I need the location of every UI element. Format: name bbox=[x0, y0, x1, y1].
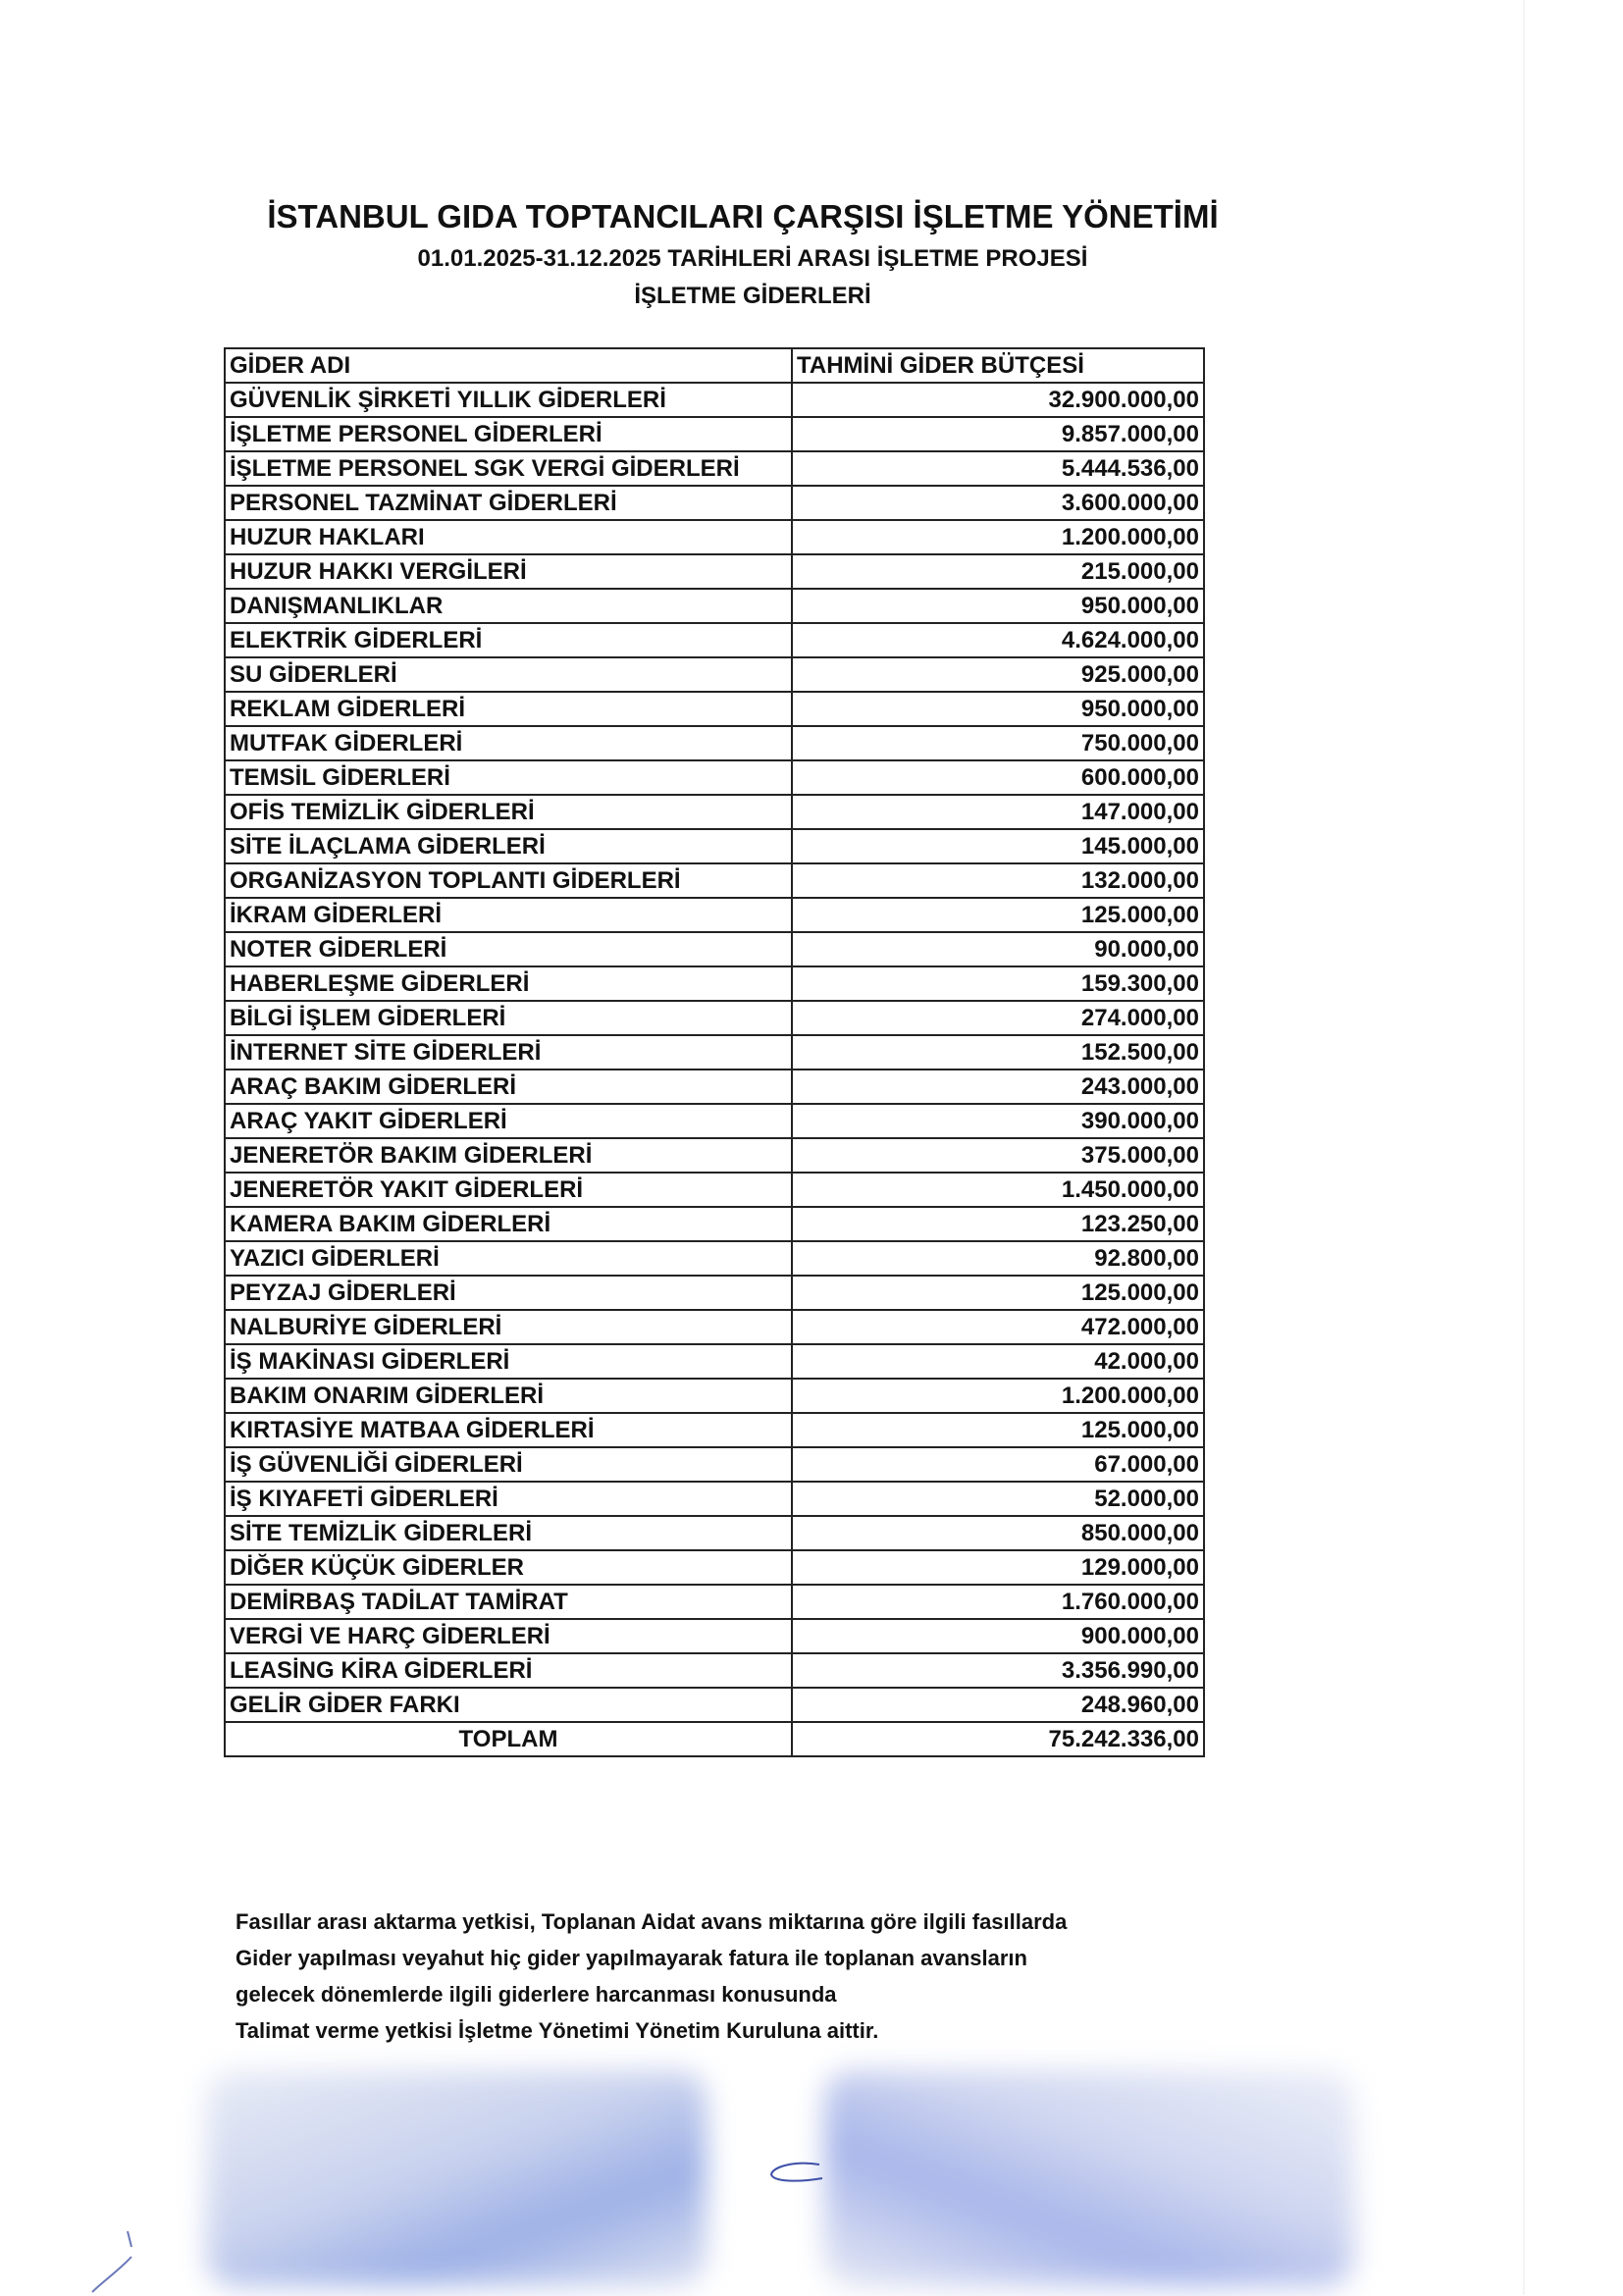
expense-name: ORGANİZASYON TOPLANTI GİDERLERİ bbox=[225, 863, 792, 898]
expense-name: ELEKTRİK GİDERLERİ bbox=[225, 623, 792, 657]
expense-name: PERSONEL TAZMİNAT GİDERLERİ bbox=[225, 486, 792, 520]
expense-amount: 248.960,00 bbox=[792, 1688, 1204, 1722]
table-row bbox=[225, 1344, 1204, 1379]
table-row bbox=[225, 1173, 1204, 1207]
expense-amount: 152.500,00 bbox=[792, 1035, 1204, 1070]
table-row bbox=[225, 1447, 1204, 1482]
expense-name: YAZICI GİDERLERİ bbox=[225, 1241, 792, 1276]
expense-name: ARAÇ YAKIT GİDERLERİ bbox=[225, 1104, 792, 1138]
column-header-budget: TAHMİNİ GİDER BÜTÇESİ bbox=[792, 348, 1204, 383]
table-row bbox=[225, 554, 1204, 589]
signature-stroke bbox=[765, 2159, 824, 2188]
expense-name: SİTE TEMİZLİK GİDERLERİ bbox=[225, 1516, 792, 1550]
expense-amount: 92.800,00 bbox=[792, 1241, 1204, 1276]
expense-amount: 123.250,00 bbox=[792, 1207, 1204, 1241]
expense-amount: 215.000,00 bbox=[792, 554, 1204, 589]
table-row bbox=[225, 1653, 1204, 1688]
table-row bbox=[225, 1482, 1204, 1516]
table-row bbox=[225, 589, 1204, 623]
table-row bbox=[225, 520, 1204, 554]
table-row bbox=[225, 829, 1204, 863]
table-row bbox=[225, 417, 1204, 451]
expense-amount: 390.000,00 bbox=[792, 1104, 1204, 1138]
expense-amount: 274.000,00 bbox=[792, 1001, 1204, 1035]
table-row bbox=[225, 486, 1204, 520]
expense-name: HUZUR HAKKI VERGİLERİ bbox=[225, 554, 792, 589]
expense-amount: 1.450.000,00 bbox=[792, 1173, 1204, 1207]
signature-stroke-small bbox=[88, 2227, 137, 2296]
expense-amount: 3.356.990,00 bbox=[792, 1653, 1204, 1688]
expense-name: İŞLETME PERSONEL SGK VERGİ GİDERLERİ bbox=[225, 451, 792, 486]
expense-name: GÜVENLİK ŞİRKETİ YILLIK GİDERLERİ bbox=[225, 383, 792, 417]
table-row bbox=[225, 1241, 1204, 1276]
expense-amount: 32.900.000,00 bbox=[792, 383, 1204, 417]
expense-name: TEMSİL GİDERLERİ bbox=[225, 760, 792, 795]
table-row bbox=[225, 1070, 1204, 1104]
table-row bbox=[225, 898, 1204, 932]
table-row bbox=[225, 1585, 1204, 1619]
expense-name: NOTER GİDERLERİ bbox=[225, 932, 792, 966]
expense-amount: 42.000,00 bbox=[792, 1344, 1204, 1379]
note-line: Fasıllar arası aktarma yetkisi, Toplanan Aidat avans miktarına göre ilgili fasıllarda bbox=[236, 1909, 1068, 1934]
expense-amount: 129.000,00 bbox=[792, 1550, 1204, 1585]
redacted-signature-left bbox=[206, 2070, 707, 2286]
expense-name: JENERETÖR YAKIT GİDERLERİ bbox=[225, 1173, 792, 1207]
expense-name: İŞ MAKİNASI GİDERLERİ bbox=[225, 1344, 792, 1379]
expense-amount: 67.000,00 bbox=[792, 1447, 1204, 1482]
expense-name: MUTFAK GİDERLERİ bbox=[225, 726, 792, 760]
table-row bbox=[225, 1516, 1204, 1550]
total-amount: 75.242.336,00 bbox=[792, 1722, 1204, 1756]
table-row bbox=[225, 383, 1204, 417]
table-row bbox=[225, 795, 1204, 829]
redacted-signature-right bbox=[824, 2070, 1354, 2286]
expense-name: İŞ KIYAFETİ GİDERLERİ bbox=[225, 1482, 792, 1516]
expense-amount: 1.760.000,00 bbox=[792, 1585, 1204, 1619]
expense-name: JENERETÖR BAKIM GİDERLERİ bbox=[225, 1138, 792, 1173]
expense-name: PEYZAJ GİDERLERİ bbox=[225, 1276, 792, 1310]
expense-amount: 4.624.000,00 bbox=[792, 623, 1204, 657]
authorization-note bbox=[236, 1904, 1067, 2049]
document-subtitle: 01.01.2025-31.12.2025 TARİHLERİ ARASI İŞLETME PROJESİ bbox=[417, 245, 1088, 272]
table-row bbox=[225, 1207, 1204, 1241]
table-row bbox=[225, 1619, 1204, 1653]
table-row bbox=[225, 726, 1204, 760]
expense-name: DİĞER KÜÇÜK GİDERLER bbox=[225, 1550, 792, 1585]
expense-amount: 125.000,00 bbox=[792, 898, 1204, 932]
table-row bbox=[225, 451, 1204, 486]
expense-amount: 159.300,00 bbox=[792, 966, 1204, 1001]
expense-name: REKLAM GİDERLERİ bbox=[225, 692, 792, 726]
expense-amount: 147.000,00 bbox=[792, 795, 1204, 829]
expense-amount: 472.000,00 bbox=[792, 1310, 1204, 1344]
expense-amount: 950.000,00 bbox=[792, 589, 1204, 623]
expense-amount: 145.000,00 bbox=[792, 829, 1204, 863]
expense-name: KIRTASİYE MATBAA GİDERLERİ bbox=[225, 1413, 792, 1447]
expense-amount: 600.000,00 bbox=[792, 760, 1204, 795]
expense-amount: 1.200.000,00 bbox=[792, 1379, 1204, 1413]
expense-name: OFİS TEMİZLİK GİDERLERİ bbox=[225, 795, 792, 829]
expense-amount: 375.000,00 bbox=[792, 1138, 1204, 1173]
table-row bbox=[225, 623, 1204, 657]
table-row bbox=[225, 760, 1204, 795]
expense-name: ARAÇ BAKIM GİDERLERİ bbox=[225, 1070, 792, 1104]
expense-name: VERGİ VE HARÇ GİDERLERİ bbox=[225, 1619, 792, 1653]
expense-name: HUZUR HAKLARI bbox=[225, 520, 792, 554]
total-label: TOPLAM bbox=[225, 1722, 792, 1756]
expense-name: KAMERA BAKIM GİDERLERİ bbox=[225, 1207, 792, 1241]
expense-name: DANIŞMANLIKLAR bbox=[225, 589, 792, 623]
expense-amount: 850.000,00 bbox=[792, 1516, 1204, 1550]
expense-amount: 750.000,00 bbox=[792, 726, 1204, 760]
table-row bbox=[225, 966, 1204, 1001]
expense-name: GELİR GİDER FARKI bbox=[225, 1688, 792, 1722]
expense-name: BAKIM ONARIM GİDERLERİ bbox=[225, 1379, 792, 1413]
table-row bbox=[225, 692, 1204, 726]
expense-table bbox=[224, 347, 1205, 1757]
expense-name: DEMİRBAŞ TADİLAT TAMİRAT bbox=[225, 1585, 792, 1619]
total-row bbox=[225, 1722, 1204, 1756]
table-row bbox=[225, 1688, 1204, 1722]
expense-name: SİTE İLAÇLAMA GİDERLERİ bbox=[225, 829, 792, 863]
expense-amount: 125.000,00 bbox=[792, 1276, 1204, 1310]
table-row bbox=[225, 1001, 1204, 1035]
expense-name: HABERLEŞME GİDERLERİ bbox=[225, 966, 792, 1001]
document-title: İSTANBUL GIDA TOPTANCILARI ÇARŞISI İŞLETME YÖNETİMİ bbox=[267, 198, 1219, 235]
expense-amount: 9.857.000,00 bbox=[792, 417, 1204, 451]
note-line: Gider yapılması veyahut hiç gider yapılmayarak fatura ile toplanan avansların bbox=[236, 1946, 1027, 1970]
table-row bbox=[225, 1550, 1204, 1585]
note-line: gelecek dönemlerde ilgili giderlere harcanması konusunda bbox=[236, 1982, 837, 2007]
expense-amount: 950.000,00 bbox=[792, 692, 1204, 726]
table-header-row bbox=[225, 348, 1204, 383]
table-row bbox=[225, 657, 1204, 692]
note-line: Talimat verme yetkisi İşletme Yönetimi Yönetim Kuruluna aittir. bbox=[236, 2018, 879, 2043]
expense-amount: 243.000,00 bbox=[792, 1070, 1204, 1104]
expense-amount: 3.600.000,00 bbox=[792, 486, 1204, 520]
expense-amount: 125.000,00 bbox=[792, 1413, 1204, 1447]
expense-amount: 90.000,00 bbox=[792, 932, 1204, 966]
section-title: İŞLETME GİDERLERİ bbox=[634, 283, 871, 309]
expense-amount: 925.000,00 bbox=[792, 657, 1204, 692]
expense-amount: 5.444.536,00 bbox=[792, 451, 1204, 486]
table-row bbox=[225, 932, 1204, 966]
expense-name: BİLGİ İŞLEM GİDERLERİ bbox=[225, 1001, 792, 1035]
table-row bbox=[225, 1413, 1204, 1447]
column-header-name: GİDER ADI bbox=[225, 348, 792, 383]
expense-amount: 1.200.000,00 bbox=[792, 520, 1204, 554]
table-row bbox=[225, 1035, 1204, 1070]
expense-name: İŞLETME PERSONEL GİDERLERİ bbox=[225, 417, 792, 451]
table-row bbox=[225, 863, 1204, 898]
table-row bbox=[225, 1104, 1204, 1138]
expense-name: NALBURİYE GİDERLERİ bbox=[225, 1310, 792, 1344]
table-row bbox=[225, 1310, 1204, 1344]
page-edge bbox=[1523, 0, 1525, 2295]
table-row bbox=[225, 1138, 1204, 1173]
expense-amount: 52.000,00 bbox=[792, 1482, 1204, 1516]
expense-name: İNTERNET SİTE GİDERLERİ bbox=[225, 1035, 792, 1070]
expense-amount: 900.000,00 bbox=[792, 1619, 1204, 1653]
expense-name: LEASİNG KİRA GİDERLERİ bbox=[225, 1653, 792, 1688]
expense-name: İKRAM GİDERLERİ bbox=[225, 898, 792, 932]
expense-name: SU GİDERLERİ bbox=[225, 657, 792, 692]
expense-name: İŞ GÜVENLİĞİ GİDERLERİ bbox=[225, 1447, 792, 1482]
table-row bbox=[225, 1276, 1204, 1310]
table-row bbox=[225, 1379, 1204, 1413]
expense-amount: 132.000,00 bbox=[792, 863, 1204, 898]
